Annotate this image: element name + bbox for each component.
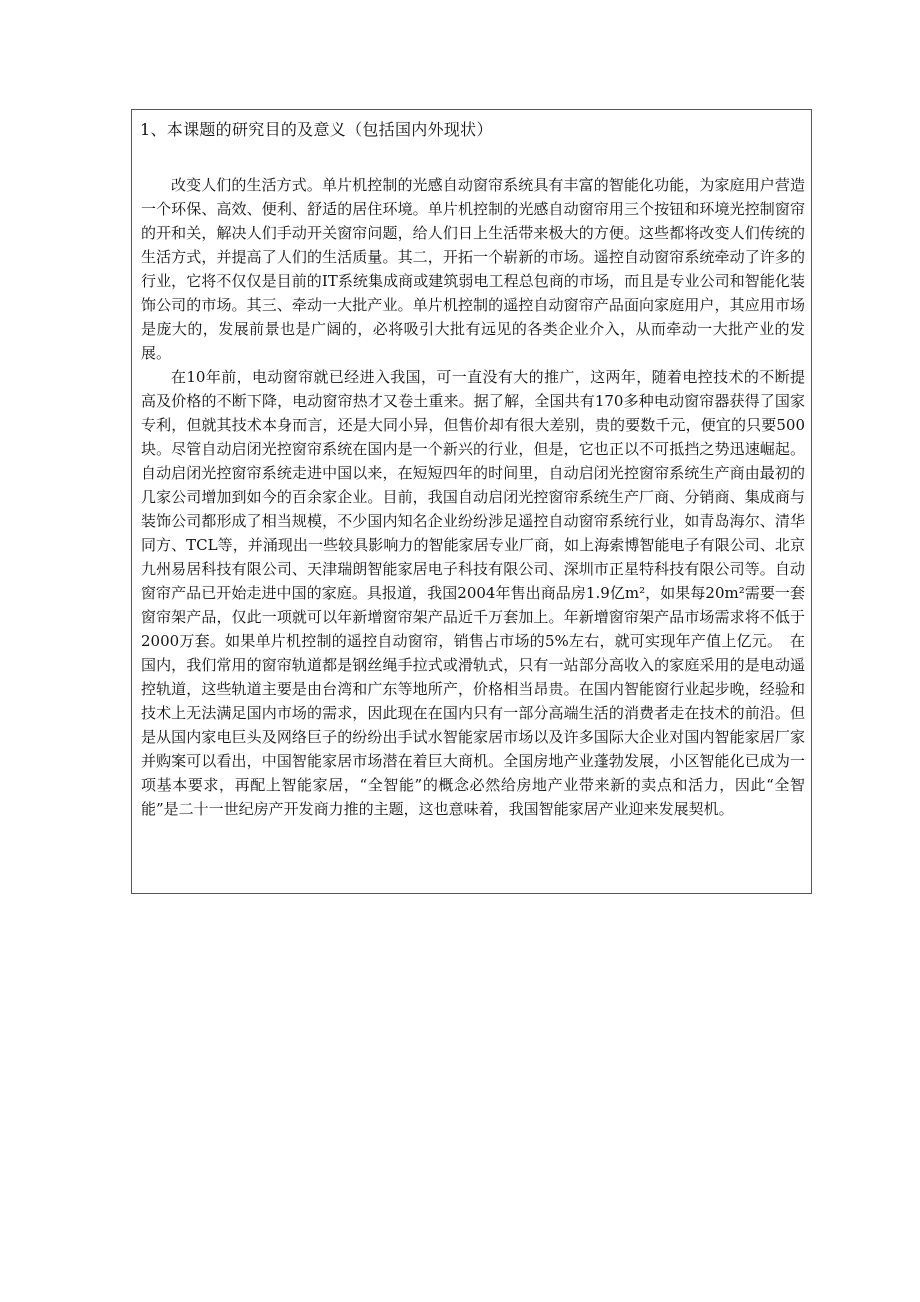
section-table-cell: [131, 109, 812, 894]
section-body: [141, 173, 805, 821]
paragraph-1: 改变人们的生活方式。单片机控制的光感自动窗帘系统具有丰富的智能化功能，为家庭用户营造一个环保、高效、便利、舒适的居住环境。单片机控制的光感自动窗帘用三个按钮和环境光控制窗帘的开和关，解决人们手动开关窗帘问题，给人们日上生活带来极大的方便。这些都将改变人们传统的生活方式，并提高了人们的生活质量。其二，开拓一个崭新的市场。遥控自动窗帘系统牵动了许多的行业，它将不仅仅是目前的IT系统集成商或建筑弱电工程总包商的市场，而且是专业公司和智能化装饰公司的市场。其三、牵动一大批产业。单片机控制的遥控自动窗帘产品面向家庭用户，其应用市场是庞大的，发展前景也是广阔的，必将吸引大批有远见的各类企业介入，从而牵动一大批产业的发展。: [141, 176, 805, 362]
section-heading: 1、本课题的研究目的及意义（包括国内外现状）: [140, 120, 493, 139]
paragraph-2: 在10年前，电动窗帘就已经进入我国，可一直没有大的推广，这两年，随着电控技术的不断提高及价格的不断下降，电动窗帘热才又卷土重来。据了解，全国共有170多种电动窗帘器获得了国家专利，但就其技术本身而言，还是大同小异，但售价却有很大差别，贵的要数千元，便宜的只要500块。尽管自动启闭光控窗帘系统在国内是一个新兴的行业，但是，它也正以不可抵挡之势迅速崛起。自动启闭光控窗帘系统走进中国以来，在短短四年的时间里，自动启闭光控窗帘系统生产商由最初的几家公司增加到如今的百余家企业。目前，我国自动启闭光控窗帘系统生产厂商、分销商、集成商与装饰公司都形成了相当规模，不少国内知名企业纷纷涉足遥控自动窗帘系统行业，如青岛海尔、清华同方、TCL等，并涌现出一些较具影响力的智能家居专业厂商，如上海索博智能电子有限公司、北京九州易居科技有限公司、天津瑞朗智能家居电子科技有限公司、深圳市正星特科技有限公司等。自动窗帘产品已开始走进中国的家庭。具报道，我国2004年售出商品房1.9亿m²，如果每20m²需要一套窗帘架产品，仅此一项就可以年新增窗帘架产品近千万套加上。年新增窗帘架产品市场需求将不低于2000万套。如果单片机控制的遥控自动窗帘，销售占市场的5%左右，就可实现年产值上亿元。 在国内，我们常用的窗帘轨道都是钢丝绳手拉式或滑轨式，只有一站部分高收入的家庭采用的是电动遥控轨道，这些轨道主要是由台湾和广东等地所产，价格相当昂贵。在国内智能窗行业起步晚，经验和技术上无法满足国内市场的需求，因此现在在国内只有一部分高端生活的消费者走在技术的前沿。但是从国内家电巨头及网络巨子的纷纷出手试水智能家居市场以及许多国际大企业对国内智能家居厂家并购案可以看出，中国智能家居市场潜在着巨大商机。全国房地产业蓬勃发展，小区智能化已成为一项基本要求，再配上智能家居，“全智能”的概念必然给房地产业带来新的卖点和活力，因此“全智能”是二十一世纪房产开发商力推的主题，这也意味着，我国智能家居产业迎来发展契机。: [141, 368, 805, 818]
